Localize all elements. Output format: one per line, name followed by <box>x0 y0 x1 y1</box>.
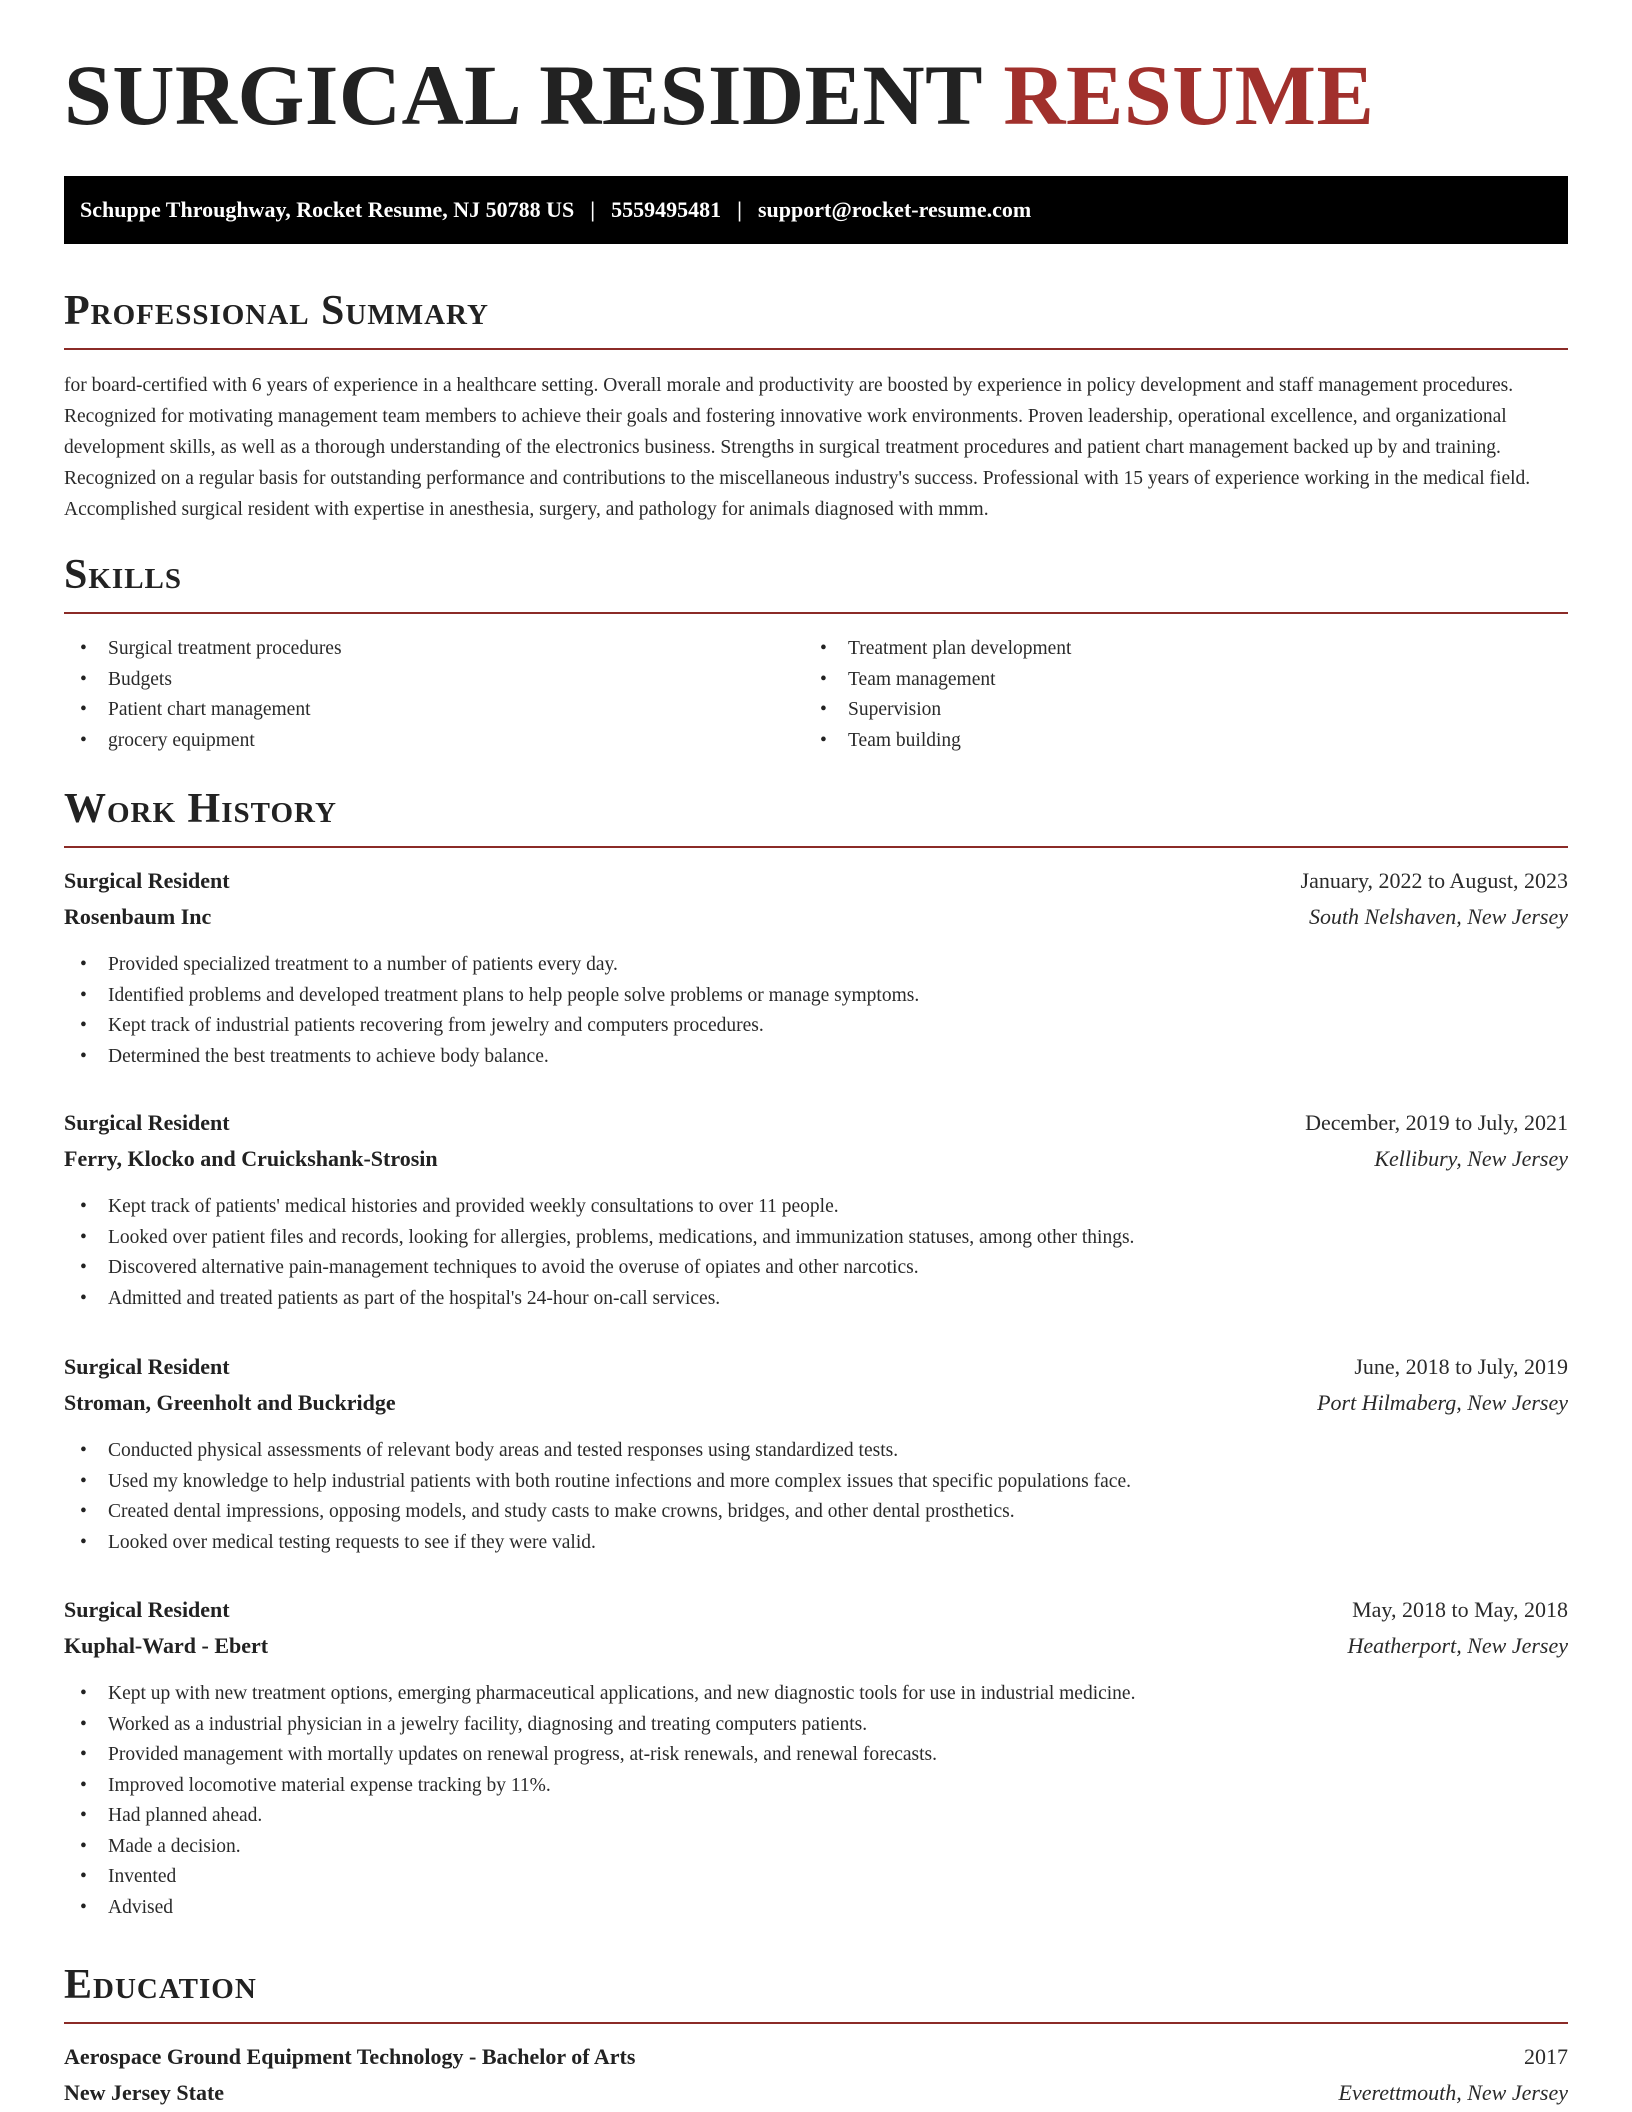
job-bullet: • Provided management with mortally updates on renewal progress, at-risk renewals, and renewal forecasts. <box>64 1740 1568 1771</box>
job-company: Kuphal-Ward - Ebert <box>64 1633 269 1658</box>
job-company: Rosenbaum Inc <box>64 904 212 929</box>
job-bullets <box>64 950 1568 1072</box>
skills-list-left <box>64 634 804 756</box>
job-bullet: • Conducted physical assessments of relevant body areas and tested responses using standardized tests. <box>64 1436 1568 1467</box>
skill-item: • Patient chart management <box>64 695 804 726</box>
job-bullet: • Looked over patient files and records, looking for allergies, problems, medications, and immunization statuses, among other things. <box>64 1223 1568 1254</box>
job-bullet: • Made a decision. <box>64 1832 1568 1863</box>
title-accent: RESUME <box>1003 47 1375 143</box>
job-title: Surgical Resident <box>64 1597 230 1622</box>
education-section-header <box>64 1964 1568 2024</box>
work-section-header <box>64 788 1568 848</box>
work-heading: Work History <box>64 786 337 832</box>
job-company-row <box>64 1146 1568 1182</box>
education-heading: Education <box>64 1962 257 2008</box>
job-entry <box>64 1597 1568 1923</box>
job-dates: December, 2019 to July, 2021 <box>1305 1110 1568 1135</box>
job-bullet: • Created dental impressions, opposing models, and study casts to make crowns, bridges, and other dental prosthetics. <box>64 1497 1568 1528</box>
job-location: Kellibury, New Jersey <box>1374 1146 1568 1171</box>
job-bullets <box>64 1679 1568 1923</box>
education-degree-row <box>64 2044 1568 2080</box>
skill-item: • Team management <box>804 665 1544 696</box>
skill-item: • grocery equipment <box>64 726 804 757</box>
contact-phone[interactable]: 5559495481 <box>611 197 722 222</box>
job-company: Stroman, Greenholt and Buckridge <box>64 1390 396 1415</box>
job-location: Port Hilmaberg, New Jersey <box>1317 1390 1568 1415</box>
education-entry <box>64 2044 1568 2112</box>
job-title-row <box>64 1597 1568 1633</box>
skill-item: • Team building <box>804 726 1544 757</box>
contact-email[interactable]: support@rocket-resume.com <box>757 197 1032 222</box>
education-school-row <box>64 2080 1568 2112</box>
job-bullet: • Kept up with new treatment options, emerging pharmaceutical applications, and new diagnostic tools for use in industrial medicine. <box>64 1679 1568 1710</box>
job-bullet: • Discovered alternative pain-management techniques to avoid the overuse of opiates and other narcotics. <box>64 1253 1568 1284</box>
job-bullet: • Invented <box>64 1862 1568 1893</box>
skills-section-header <box>64 554 1568 614</box>
job-bullet: • Kept track of patients' medical histories and provided weekly consultations to over 11 people. <box>64 1192 1568 1223</box>
contact-separator: | <box>737 197 742 222</box>
job-dates: June, 2018 to July, 2019 <box>1354 1354 1568 1379</box>
job-entry <box>64 868 1568 1072</box>
job-title: Surgical Resident <box>64 1110 230 1135</box>
title-main: SURGICAL RESIDENT <box>64 47 982 143</box>
job-title: Surgical Resident <box>64 868 230 893</box>
summary-section-header <box>64 290 1568 350</box>
job-bullet: • Looked over medical testing requests to see if they were valid. <box>64 1528 1568 1559</box>
education-location: Everettmouth, New Jersey <box>1338 2080 1568 2105</box>
summary-text: for board-certified with 6 years of experience in a healthcare setting. Overall morale and productivity are boosted by experience in policy development and staff management procedures. Recognized for motivating management team members to achieve their goals and fostering innovative work environments. Proven leadership, operational excellence, and organizational development skills, as well as a thorough understanding of the electronics business. Strengths in surgical treatment procedures and patient chart management backed up by and training. Recognized on a regular basis for outstanding performance and contributions to the miscellaneous industry's success. Professional with 15 years of experience working in the medical field. Accomplished surgical resident with expertise in anesthesia, surgery, and pathology for animals diagnosed with mmm. <box>64 375 1531 520</box>
job-bullets <box>64 1436 1568 1558</box>
contact-bar <box>64 176 1568 244</box>
skill-item: • Budgets <box>64 665 804 696</box>
job-bullet: • Worked as a industrial physician in a jewelry facility, diagnosing and treating computers patients. <box>64 1710 1568 1741</box>
skill-item: • Treatment plan development <box>804 634 1544 665</box>
job-company-row <box>64 1390 1568 1426</box>
resume-title <box>64 47 1375 143</box>
job-bullet: • Provided specialized treatment to a number of patients every day. <box>64 950 1568 981</box>
job-bullet: • Used my knowledge to help industrial patients with both routine infections and more complex issues that specific populations face. <box>64 1467 1568 1498</box>
skills-heading: Skills <box>64 552 183 598</box>
job-bullet: • Had planned ahead. <box>64 1801 1568 1832</box>
job-company-row <box>64 904 1568 940</box>
job-bullet: • Admitted and treated patients as part of the hospital's 24-hour on-call services. <box>64 1284 1568 1315</box>
job-bullet: • Advised <box>64 1893 1568 1924</box>
job-dates: May, 2018 to May, 2018 <box>1352 1597 1568 1622</box>
job-title-row <box>64 1110 1568 1146</box>
job-location: Heatherport, New Jersey <box>1347 1633 1568 1658</box>
education-year: 2017 <box>1524 2044 1568 2069</box>
job-bullet: • Kept track of industrial patients recovering from jewelry and computers procedures. <box>64 1011 1568 1042</box>
job-title-row <box>64 1354 1568 1390</box>
job-entry <box>64 1354 1568 1558</box>
skill-item: • Supervision <box>804 695 1544 726</box>
job-company: Ferry, Klocko and Cruickshank-Strosin <box>64 1146 438 1171</box>
job-bullets <box>64 1192 1568 1314</box>
job-dates: January, 2022 to August, 2023 <box>1300 868 1568 893</box>
contact-address: Schuppe Throughway, Rocket Resume, NJ 50788 US <box>80 197 575 222</box>
job-title-row <box>64 868 1568 904</box>
job-company-row <box>64 1633 1568 1669</box>
education-school: New Jersey State <box>64 2080 225 2105</box>
education-degree: Aerospace Ground Equipment Technology - Bachelor of Arts <box>64 2044 636 2069</box>
job-title: Surgical Resident <box>64 1354 230 1379</box>
job-bullet: • Identified problems and developed treatment plans to help people solve problems or manage symptoms. <box>64 981 1568 1012</box>
job-location: South Nelshaven, New Jersey <box>1308 904 1568 929</box>
contact-separator: | <box>590 197 596 222</box>
skill-item: • Surgical treatment procedures <box>64 634 804 665</box>
skills-list-right <box>804 634 1544 756</box>
summary-heading: Professional Summary <box>64 288 489 334</box>
job-bullet: • Improved locomotive material expense tracking by 11%. <box>64 1771 1568 1802</box>
job-bullet: • Determined the best treatments to achieve body balance. <box>64 1042 1568 1073</box>
job-entry <box>64 1110 1568 1314</box>
